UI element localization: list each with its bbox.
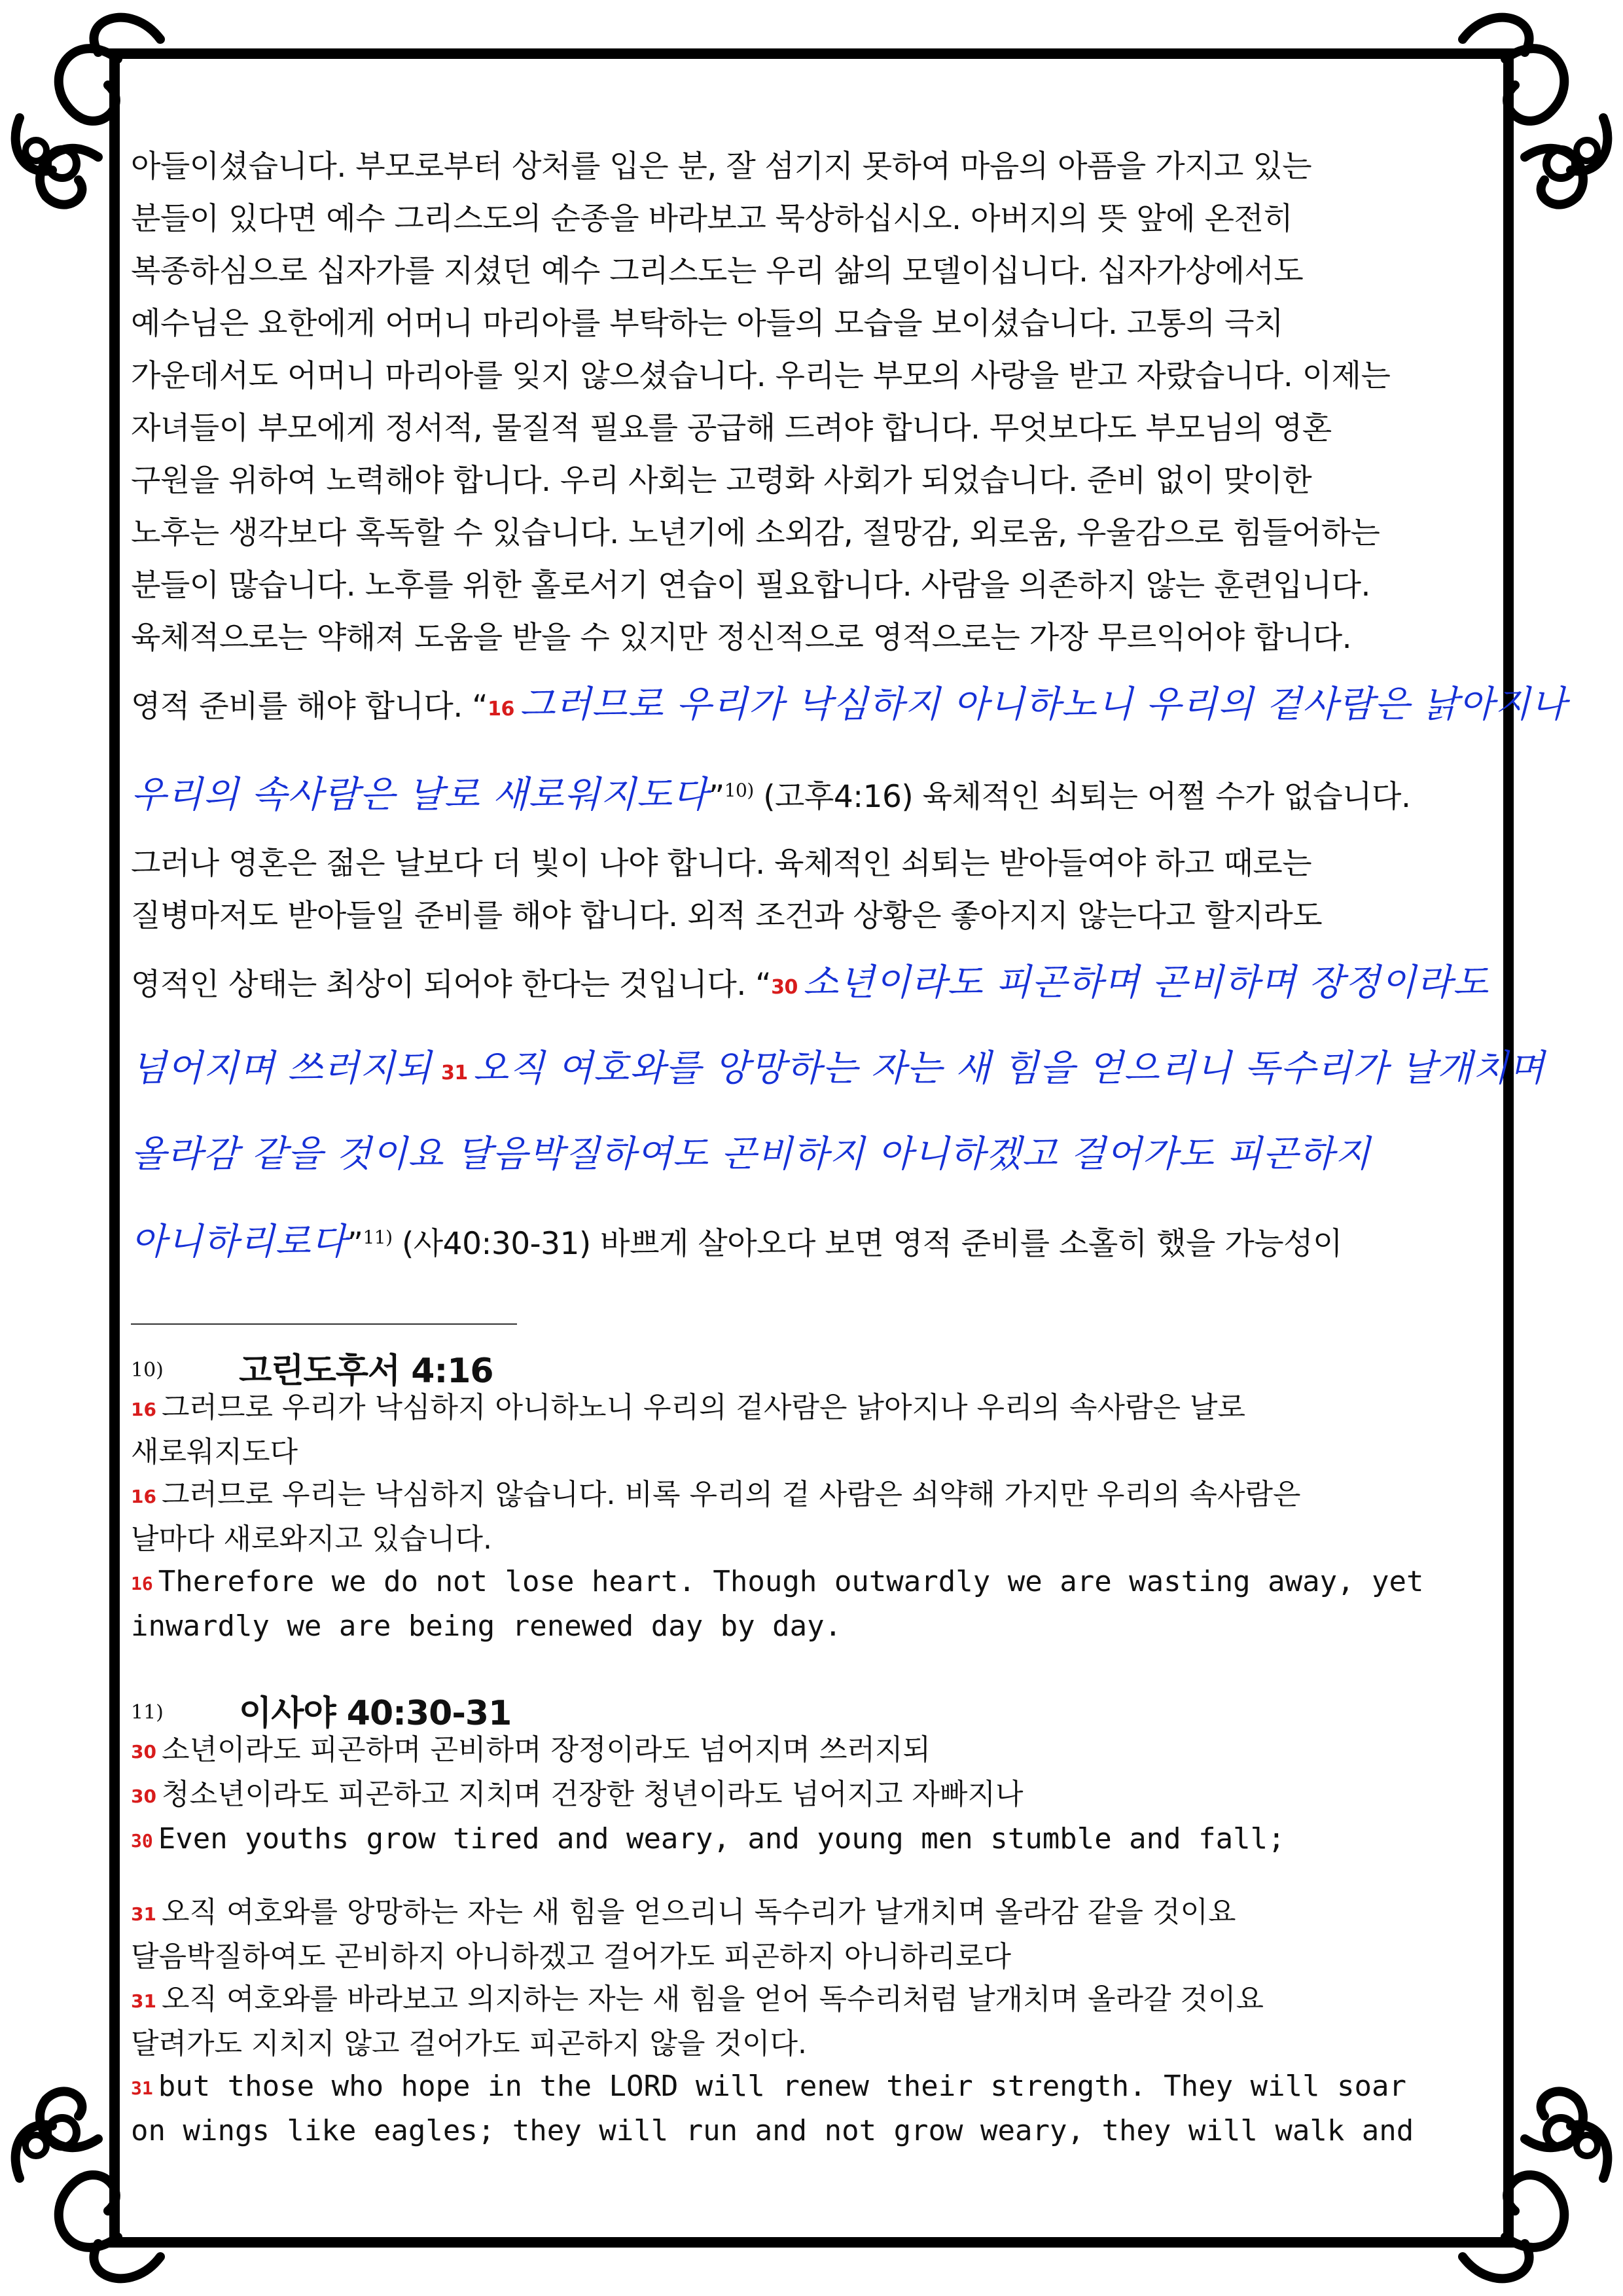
verse-text: 소년이라도 피곤하며 곤비하며 장정이라도 넘어지며 쓰러지되 [161, 1733, 931, 1767]
body-text: (고후4:16) 육체적인 쇠퇴는 어쩔 수가 없습니다. [753, 779, 1411, 815]
verse-line [131, 1773, 1479, 1818]
scripture-quote: 그러므로 우리가 낙심하지 아니하노니 우리의 겉사람은 낡아지나 [519, 683, 1567, 726]
verse-text: 오직 여호와를 앙망하는 자는 새 힘을 얻으리니 독수리가 날개치며 올라감 같을 것이요 [161, 1895, 1236, 1929]
verse-line: on wings like eagles; they will run and not grow weary, they will walk and [131, 2114, 1414, 2147]
body-line [131, 1114, 1479, 1197]
body-line: 분들이 있다면 예수 그리스도의 순종을 바라보고 묵상하십시오. 아버지의 뜻 앞에 온전히 [131, 201, 1293, 237]
verse-text: 청소년이라도 피곤하고 지치며 건장한 청년이라도 넘어지고 자빠지나 [161, 1778, 1024, 1811]
body-line: 가운데서도 어머니 마리아를 잊지 않으셨습니다. 우리는 부모의 사랑을 받고 자랐습니다. 이제는 [131, 358, 1391, 394]
body-line [131, 750, 1479, 838]
verse-line [131, 1560, 1479, 1605]
footnote-11 [131, 1677, 1479, 2152]
body-line: 분들이 많습니다. 노후를 위한 홀로서기 연습이 필요합니다. 사람을 의존하지 않는 훈련입니다. [131, 567, 1370, 603]
body-line [131, 1028, 1545, 1114]
footnote-number: 11) [131, 1701, 164, 1724]
footnote-header [131, 1677, 1479, 1733]
verse-line [131, 1818, 1479, 1862]
scripture-quote: 아니하리로다 [131, 1221, 348, 1263]
verse-line [131, 1386, 1479, 1431]
body-line: 자녀들이 부모에게 정서적, 물질적 필요를 공급해 드려야 합니다. 무엇보다도 부모님의 영혼 [131, 410, 1332, 446]
verse-number: 31 [131, 2077, 153, 2099]
body-text: 영적인 상태는 최상이 되어야 한다는 것입니다. “ [131, 967, 772, 1003]
body-line [131, 1197, 1479, 1285]
body-text: (사40:30-31) 바쁘게 살아오다 보면 영적 준비를 소홀히 했을 가능성이 [392, 1226, 1342, 1262]
footnotes [131, 1335, 1479, 2182]
scripture-quote: 넘어지며 쓰러지되 [131, 1047, 432, 1090]
body-line: 구원을 위하여 노력해야 합니다. 우리 사회는 고령화 사회가 되었습니다. 준비 없이 맞이한 [131, 463, 1312, 499]
verse-line: 달려가도 지치지 않고 걸어가도 피곤하지 않을 것이다. [131, 2027, 807, 2060]
body-line: 육체적으로는 약해져 도움을 받을 수 있지만 정신적으로 영적으로는 가장 무르익어야 합니다. [131, 620, 1352, 656]
verse-number: 31 [131, 1990, 156, 2012]
body-text: 영적 준비를 해야 합니다. “ [131, 689, 488, 725]
body-line: 그러나 영혼은 젊은 날보다 더 빛이 나야 합니다. 육체적인 쇠퇴는 받아들여야 하고 때로는 [131, 846, 1312, 882]
scripture-quote: 우리의 속사람은 날로 새로워지도다 [131, 774, 709, 816]
verse-number: 16 [488, 698, 514, 721]
body-line: 복종하심으로 십자가를 지셨던 예수 그리스도는 우리 삶의 모델이십니다. 십자가상에서도 [131, 253, 1304, 289]
sermon-body [131, 141, 1567, 1285]
verse-text: Even youths grow tired and weary, and young men stumble and fall; [158, 1822, 1285, 1856]
verse-line [131, 1729, 1479, 1773]
verse-number: 30 [131, 1785, 156, 1807]
verse-line: 새로워지도다 [131, 1435, 298, 1469]
scripture-quote: 올라감 같을 것이요 달음박질하여도 곤비하지 아니하겠고 걸어가도 피곤하지 [131, 1133, 1371, 1175]
body-line [131, 664, 1567, 750]
verse-text: 오직 여호와를 바라보고 의지하는 자는 새 힘을 얻어 독수리처럼 날개치며 올라갈 것이요 [161, 1982, 1264, 2016]
scripture-quote: 소년이라도 피곤하며 곤비하며 장정이라도 [802, 961, 1489, 1004]
verse-number: 31 [131, 1903, 156, 1925]
verse-line: 날마다 새로와지고 있습니다. [131, 1522, 493, 1556]
verse-line [131, 1891, 1479, 1935]
verse-line: 달음박질하여도 곤비하지 아니하겠고 걸어가도 피곤하지 아니하리로다 [131, 1940, 1012, 1973]
body-line: 노후는 생각보다 혹독할 수 있습니다. 노년기에 소외감, 절망감, 외로움, 우울감으로 힘들어하는 [131, 515, 1380, 551]
verse-line: inwardly we are being renewed day by day. [131, 1609, 842, 1643]
verse-number: 16 [131, 1399, 156, 1420]
verse-number: 30 [131, 1830, 153, 1852]
verse-line [131, 1978, 1479, 2022]
verse-text: Therefore we do not lose heart. Though outwardly we are wasting away, yet [158, 1565, 1424, 1598]
verse-text: but those who hope in the LORD will renew their strength. They will soar [158, 2070, 1407, 2103]
quote-mark: ” [708, 779, 724, 815]
verse-text: 그러므로 우리는 낙심하지 않습니다. 비록 우리의 겉 사람은 쇠약해 가지만 우리의 속사람은 [161, 1478, 1301, 1511]
body-line: 질병마저도 받아들일 준비를 해야 합니다. 외적 조건과 상황은 좋아지지 않는다고 할지라도 [131, 898, 1323, 934]
footnote-ref[interactable]: 10) [724, 780, 754, 801]
scripture-quote: 오직 여호와를 앙망하는 자는 새 힘을 얻으리니 독수리가 날개치며 [473, 1047, 1545, 1090]
verse-line [131, 2065, 1479, 2109]
footnote-ref[interactable]: 11) [363, 1227, 393, 1248]
footnote-10 [131, 1335, 1479, 1647]
spacer [131, 1862, 1479, 1891]
footnote-number: 10) [131, 1359, 164, 1382]
quote-mark: ” [347, 1226, 363, 1262]
footnote-header [131, 1335, 1479, 1391]
footnote-reference: 고린도후서 4:16 [239, 1352, 493, 1391]
verse-text: 그러므로 우리가 낙심하지 아니하노니 우리의 겉사람은 낡아지나 우리의 속사람은 날로 [161, 1391, 1245, 1424]
verse-number: 30 [771, 976, 798, 999]
body-line [131, 942, 1489, 1028]
body-line: 아들이셨습니다. 부모로부터 상처를 입은 분, 잘 섬기지 못하여 마음의 아픔을 가지고 있는 [131, 149, 1312, 185]
verse-number: 16 [131, 1573, 153, 1594]
footnote-divider [131, 1323, 517, 1325]
body-line: 예수님은 요한에게 어머니 마리아를 부탁하는 아들의 모습을 보이셨습니다. 고통의 극치 [131, 306, 1283, 342]
footnote-reference: 이사야 40:30-31 [239, 1694, 512, 1733]
verse-line [131, 1473, 1479, 1518]
verse-number: 30 [131, 1741, 156, 1763]
verse-number: 16 [131, 1486, 156, 1507]
verse-number: 31 [441, 1062, 468, 1085]
